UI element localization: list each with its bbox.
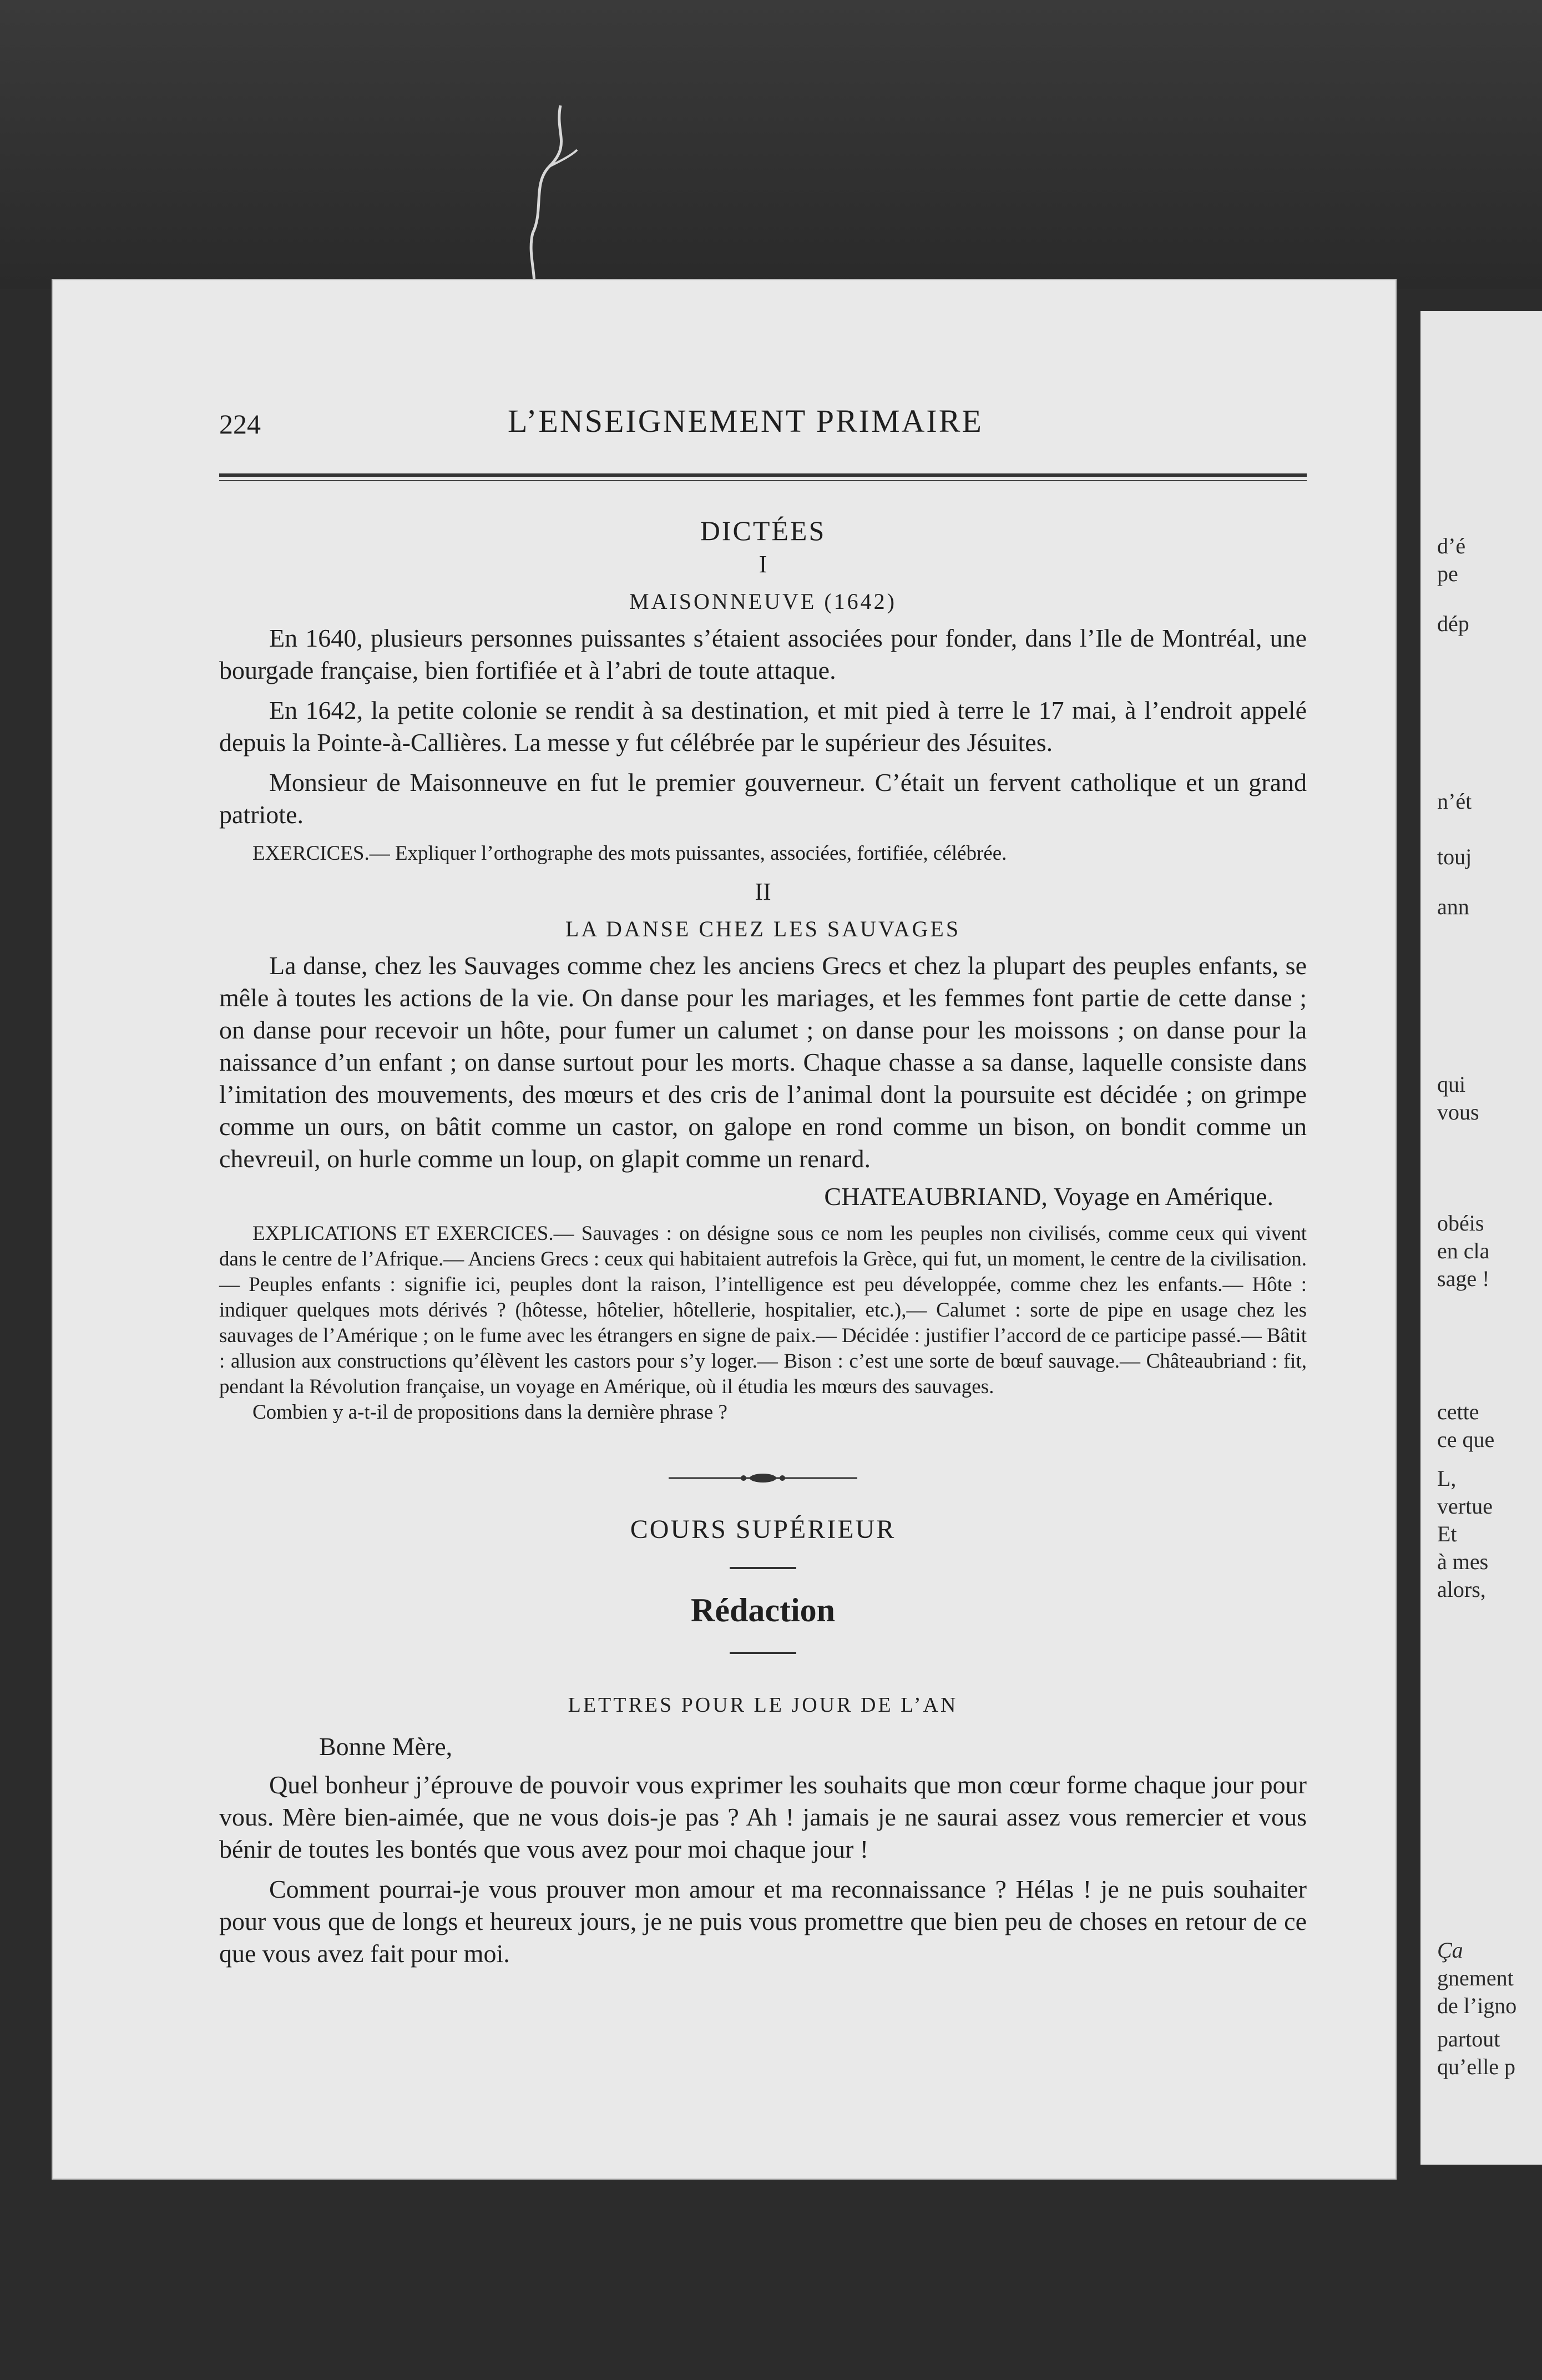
- adjacent-fragment: ann: [1437, 894, 1469, 919]
- adjacent-fragment: obéis: [1437, 1211, 1484, 1236]
- adjacent-fragment: ce que: [1437, 1427, 1495, 1452]
- adjacent-fragment: dép: [1437, 611, 1469, 636]
- paragraph: Comment pourrai-je vous prouver mon amour et ma reconnaissance ? Hélas ! je ne puis souhaiter pour vous que de longs et heureux jours, je ne puis vous promettre que bien peu de choses en retour de ce que vous avez fait pour moi.: [219, 1875, 1307, 1968]
- section-title: DICTÉES: [700, 515, 826, 546]
- book-page: [53, 280, 1396, 2179]
- dictee-title: MAISONNEUVE (1642): [629, 589, 897, 614]
- paragraph: Monsieur de Maisonneuve en fut le premier gouverneur. C’était un fervent catholique et un grand patriote.: [219, 768, 1307, 829]
- adjacent-fragment: sage !: [1437, 1266, 1490, 1291]
- stray-thread: [516, 100, 583, 300]
- explanations: EXPLICATIONS ET EXERCICES.— Sauvages : on désigne sous ce nom les peuples non civilisés, comme ceux qui vivent dans le centre de l’Afrique.— Anciens Grecs : ceux qui habitaient autrefois la Grèce, qui fut, un moment, le centre de la civilisation.— Peuples enfants : signifie ici, peuples dont la raison, l’intelligence est peu développée, comme chez les enfants.— Hôte : indiquer quelques mots dérivés ? (hôtesse, hôtelier, hôtellerie, hospitalier, etc.),— Calumet : sorte de pipe en usage chez les sauvages de l’Amérique ; on le fume avec les étrangers en signe de paix.— Décidée : justifier l’accord de ce participe passé.— Bâtit : allusion aux constructions qu’élèvent les castors pour s’y loger.— Bison : c’est une sorte de bœuf sauvage.— Châteaubriand : fit, pendant la Révolution française, un voyage en Amérique, où il étudia les mœurs des sauvages.: [219, 1222, 1307, 1398]
- page-number: 224: [219, 409, 261, 440]
- adjacent-fragment: partout: [1437, 2026, 1500, 2051]
- page-content: [219, 402, 1307, 1970]
- short-rule: [730, 1567, 796, 1569]
- header-rule: [219, 473, 1307, 477]
- scanner-background: [0, 0, 1542, 289]
- running-title: L’ENSEIGNEMENT PRIMAIRE: [508, 403, 983, 439]
- adjacent-fragment: Et: [1437, 1521, 1457, 1546]
- adjacent-fragment: alors,: [1437, 1577, 1486, 1602]
- adjacent-fragment: n’ét: [1437, 789, 1472, 814]
- adjacent-fragment: pe: [1437, 561, 1458, 586]
- course-title: COURS SUPÉRIEUR: [630, 1515, 896, 1544]
- exercises: EXERCICES.— Expliquer l’orthographe des mots puissantes, associées, fortifiée, célébrée.: [252, 842, 1007, 865]
- adjacent-fragment: à mes: [1437, 1549, 1489, 1574]
- adjacent-fragment: d’é: [1437, 533, 1466, 558]
- adjacent-fragment: L,: [1437, 1466, 1457, 1491]
- adjacent-fragment: cette: [1437, 1399, 1479, 1424]
- adjacent-fragment: Ça: [1437, 1938, 1463, 1963]
- dictee-numeral: II: [755, 878, 771, 905]
- paragraph: La danse, chez les Sauvages comme chez les anciens Grecs et chez la plupart des peuples enfants, se mêle à toutes les actions de la vie. On danse pour les mariages, et les femmes font partie de cette danse ; on danse pour recevoir un hôte, pour fumer un calumet ; on danse pour les moissons ; on danse pour la naissance d’un enfant ; on danse surtout pour les morts. Chaque chasse a sa danse, laquelle consiste dans l’imitation des mouvements, des mœurs et des cris de l’animal dont la poursuite est décidée ; on grimpe comme un ours, on bâtit comme un castor, on galope en rond comme un bison, on bondit comme un chevreuil, on hurle comme un loup, on glapit comme un renard.: [219, 951, 1307, 1173]
- adjacent-page: [1420, 311, 1542, 2165]
- adjacent-fragment: qu’elle p: [1437, 2054, 1516, 2079]
- ornament-divider: [669, 1470, 857, 1486]
- question: Combien y a-t-il de propositions dans la dernière phrase ?: [252, 1401, 727, 1424]
- paragraph: Quel bonheur j’éprouve de pouvoir vous exprimer les souhaits que mon cœur forme chaque jour pour vous. Mère bien-aimée, que ne vous dois-je pas ? Ah ! jamais je ne saurai assez vous remercier et vous bénir de toutes les bontés que vous avez pour moi chaque jour !: [219, 1771, 1307, 1863]
- letter-title: LETTRES POUR LE JOUR DE L’AN: [568, 1693, 958, 1717]
- adjacent-fragment: de l’igno: [1437, 1993, 1517, 2018]
- page-header: [219, 402, 1307, 447]
- dictee-numeral: I: [759, 551, 767, 578]
- paragraph: En 1640, plusieurs personnes puissantes s’étaient associées pour fonder, dans l’Ile de Montréal, une bourgade française, bien fortifiée et à l’abri de toute attaque.: [219, 624, 1307, 684]
- adjacent-fragment: touj: [1437, 844, 1472, 869]
- dictee-title: LA DANSE CHEZ LES SAUVAGES: [565, 916, 961, 941]
- author-citation: CHATEAUBRIAND, Voyage en Amérique.: [824, 1182, 1273, 1211]
- adjacent-fragment: en cla: [1437, 1238, 1490, 1263]
- salutation: Bonne Mère,: [319, 1732, 453, 1761]
- header-rule-thin: [219, 480, 1307, 481]
- adjacent-fragment: qui: [1437, 1072, 1466, 1097]
- paragraph: En 1642, la petite colonie se rendit à sa destination, et mit pied à terre le 17 mai, à l’endroit appelé depuis la Pointe-à-Callières. La messe y fut célébrée par le supérieur des Jésuites.: [219, 696, 1307, 757]
- section-heading: Rédaction: [691, 1592, 835, 1628]
- adjacent-fragment: vous: [1437, 1100, 1479, 1125]
- adjacent-fragment: gnement: [1437, 1965, 1514, 1990]
- short-rule: [730, 1652, 796, 1654]
- adjacent-fragment: vertue: [1437, 1494, 1493, 1519]
